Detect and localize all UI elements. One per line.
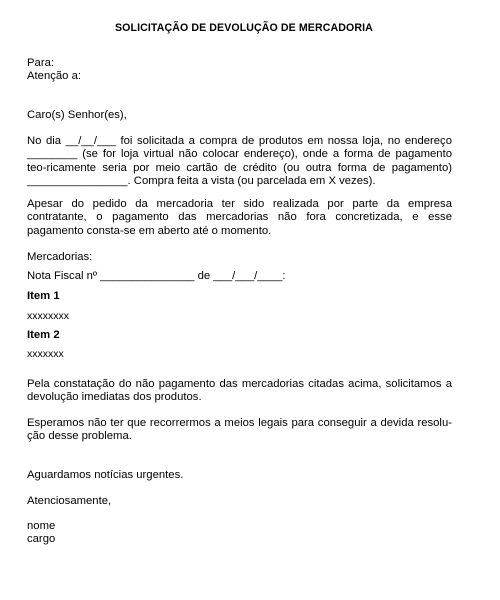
- item-2-value: xxxxxxx: [27, 348, 64, 360]
- greeting: Caro(s) Senhor(es),: [27, 109, 127, 121]
- para-label: Para:: [27, 57, 55, 69]
- signature-name: nome: [27, 520, 56, 532]
- nota-fiscal-line: Nota Fiscal nº _______________ de ___/___/____:: [27, 270, 286, 282]
- document-title: SOLICITAÇÃO DE DEVOLUÇÃO DE MERCADORIA: [115, 22, 373, 34]
- atencao-label: Atenção a:: [27, 70, 82, 82]
- mercadorias-label: Mercadorias:: [27, 251, 93, 263]
- closing-urgent: Aguardamos notícias urgentes.: [27, 469, 184, 481]
- signature-role: cargo: [27, 533, 56, 545]
- item-1-label: Item 1: [27, 290, 60, 302]
- paragraph-pending-payment: Apesar do pedido da mercadoria ter sido realizada por parte da empresa contratante, o pagamento das mercadorias não fora concretizada, e esse pagamento consta-se em aberto até o momento.: [27, 198, 452, 237]
- paragraph-legal-notice: Esperamos não ter que recorrermos a meios legais para conseguir a devida resolu-ção desse problema.: [27, 417, 452, 443]
- closing-regards: Atenciosamente,: [27, 495, 112, 507]
- item-2-label: Item 2: [27, 329, 60, 341]
- paragraph-return-request: Pela constatação do não pagamento das mercadorias citadas acima, solicitamos a devolução imediatas dos produtos.: [27, 378, 452, 404]
- item-1-value: xxxxxxxx: [27, 310, 69, 322]
- paragraph-purchase: No dia __/__/___ foi solicitada a compra de produtos em nossa loja, no endereço ________ (se for loja virtual não colocar endereço), onde a forma de pagamento teo-ricamente seria por meio cartão de crédito (ou outra forma de pagamento) ________________. Compra feita a vista (ou parcelada em X vezes).: [27, 135, 452, 187]
